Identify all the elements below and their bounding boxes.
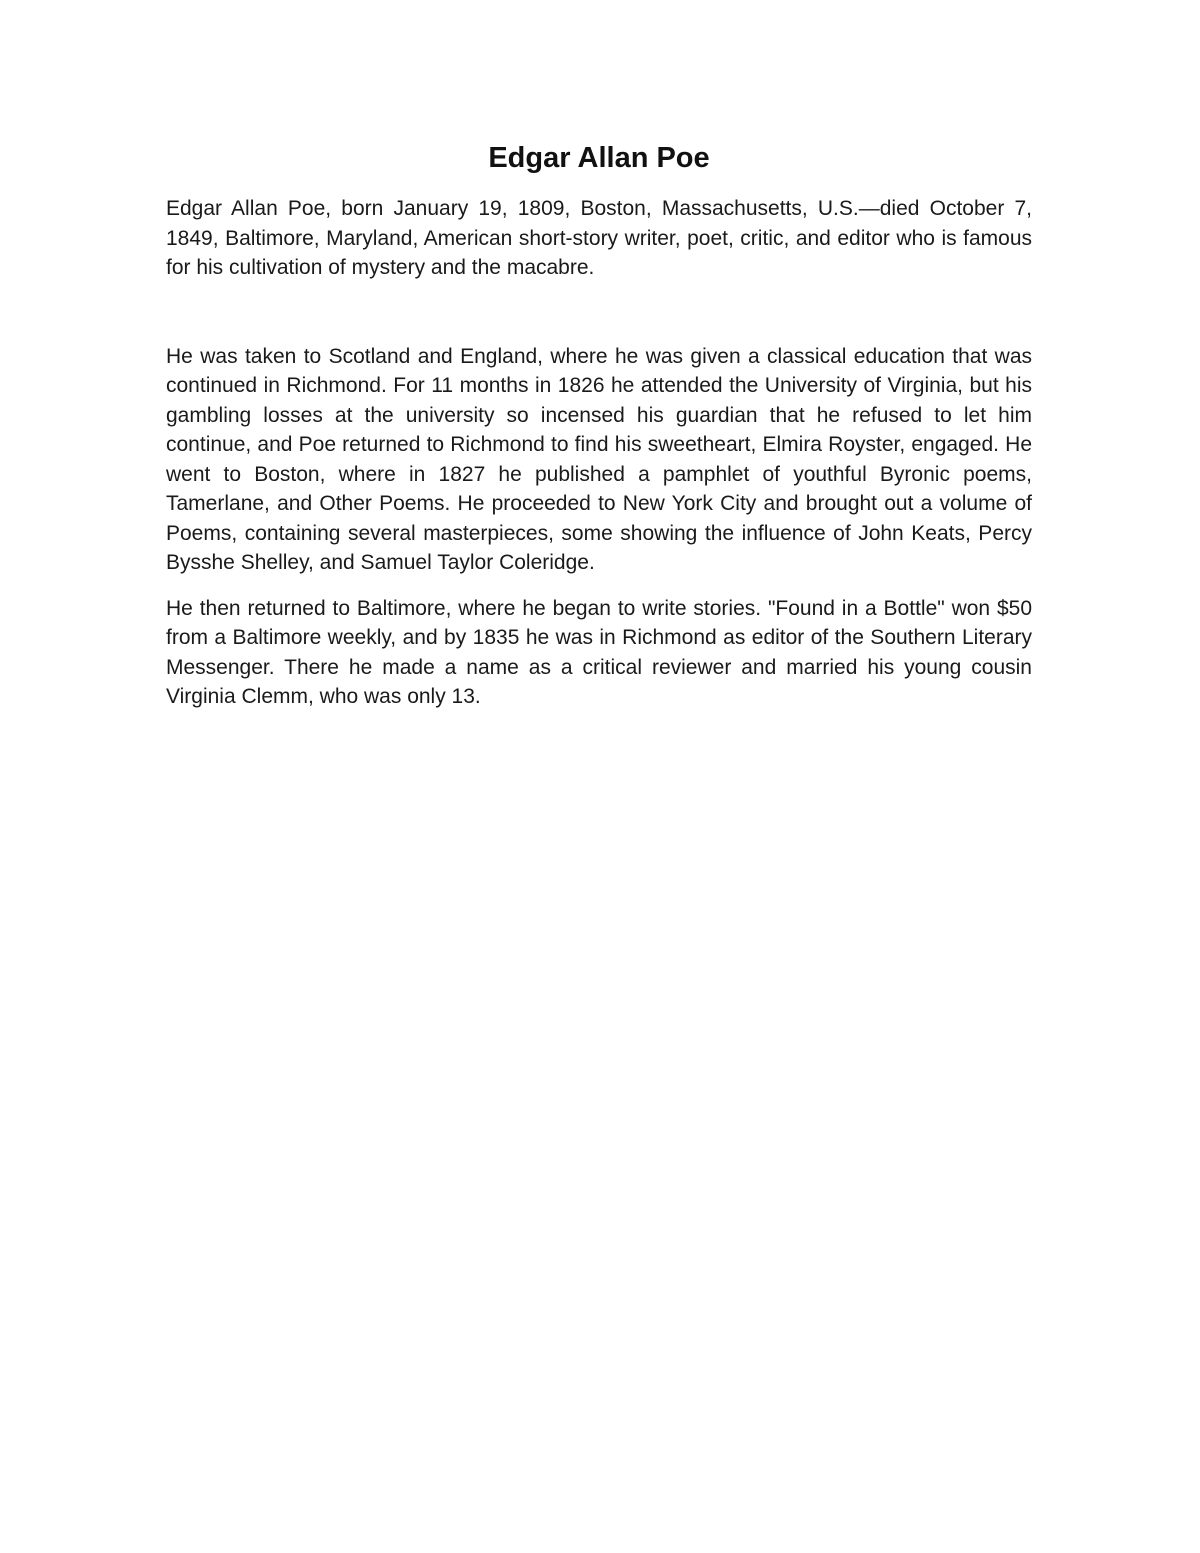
paragraph-early-life: He was taken to Scotland and England, where he was given a classical education that was continued in Richmond. For 11 months in 1826 he attended the University of Virginia, but his gambling losses at the university so incensed his guardian that he refused to let him continue, and Poe returned to Richmond to find his sweetheart, Elmira Royster, engaged. He went to Boston, where in 1827 he published a pamphlet of youthful Byronic poems, Tamerlane, and Other Poems. He proceeded to New York City and brought out a volume of Poems, containing several masterpieces, some showing the influence of John Keats, Percy Bysshe Shelley, and Samuel Taylor Coleridge. (166, 344, 1032, 574)
paragraph-baltimore: He then returned to Baltimore, where he began to write stories. "Found in a Bottle" won $50 from a Baltimore weekly, and by 1835 he was in Richmond as editor of the Southern Literary Messenger. There he made a name as a critical reviewer and married his young cousin Virginia Clemm, who was only 13. (166, 596, 1032, 708)
document-body (166, 138, 1032, 712)
document-title: Edgar Allan Poe (488, 142, 710, 174)
paragraph-intro: Edgar Allan Poe, born January 19, 1809, Boston, Massachusetts, U.S.—died October 7, 1849, Baltimore, Maryland, American short-story writer, poet, critic, and editor who is famous for his cultivation of mystery and the macabre. (166, 197, 1032, 279)
